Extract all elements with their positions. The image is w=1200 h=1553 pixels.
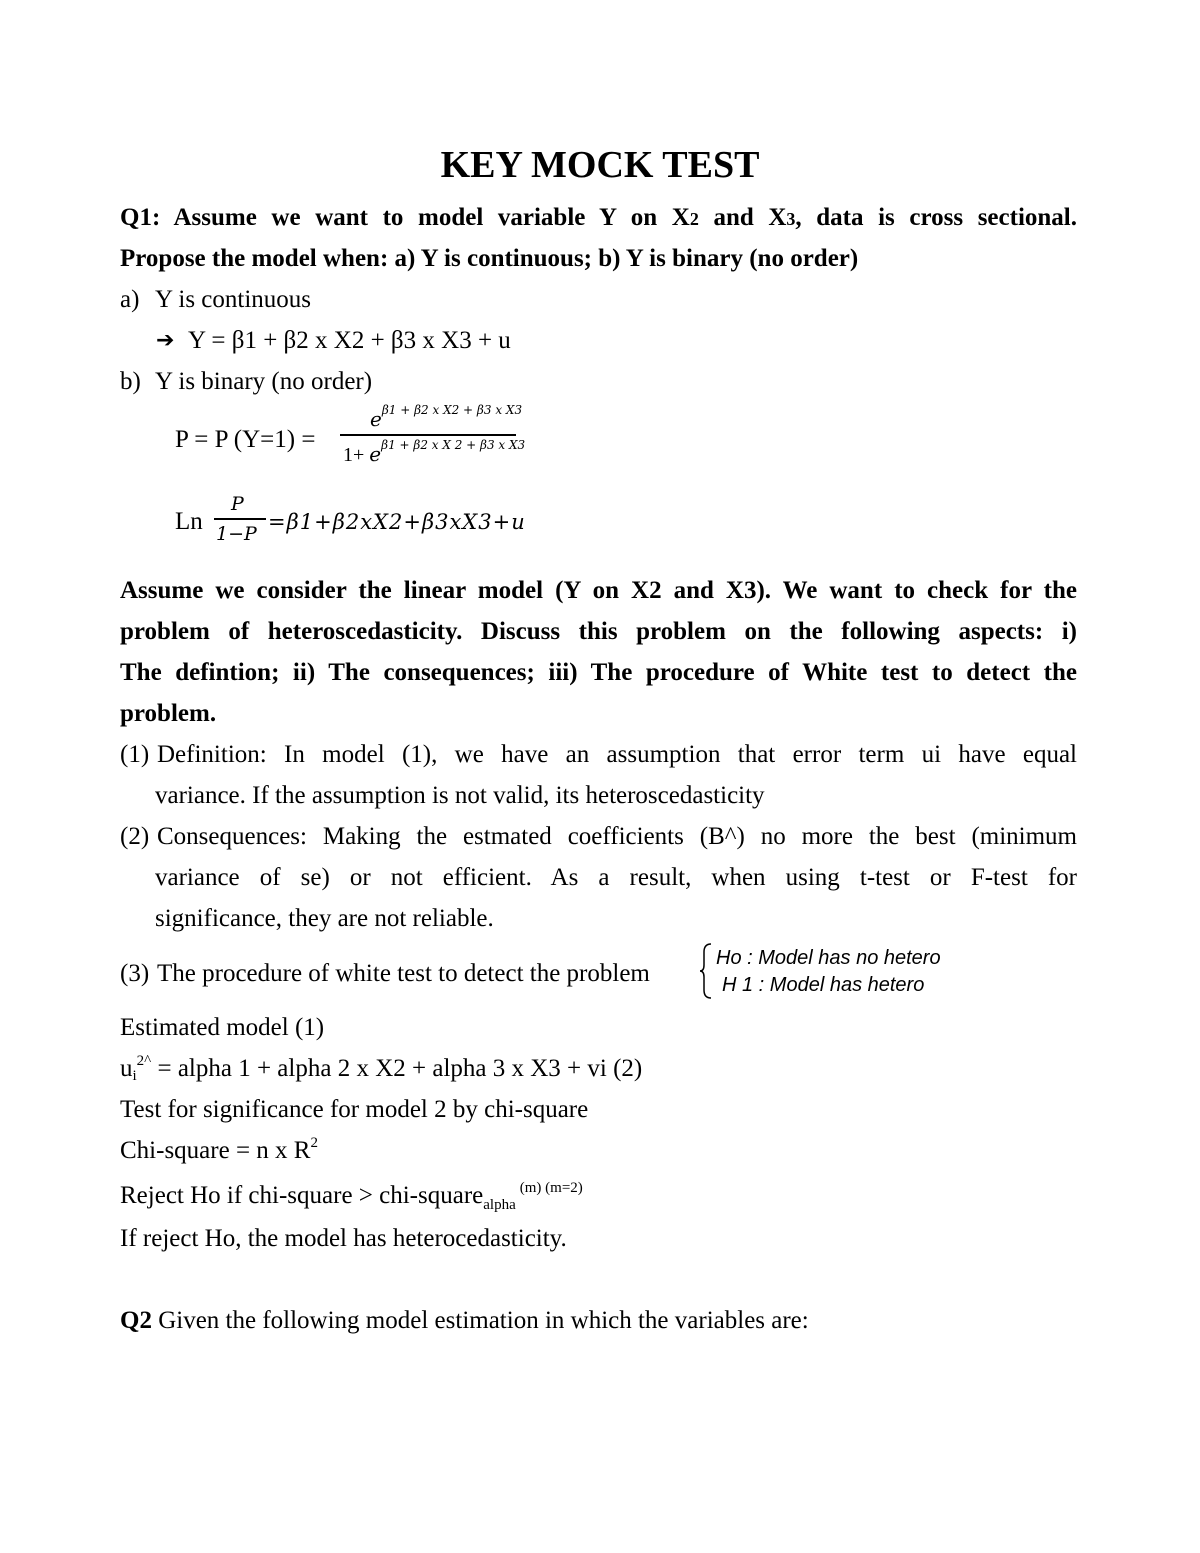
item-1-label: (1) <box>120 741 150 768</box>
null-hypothesis: Ho : Model has no hetero <box>716 947 941 969</box>
logit-denominator: $1+ e^{\beta 1 + \beta 2 x X 2 + \beta 3 x X3}$ <box>343 438 526 466</box>
q1-a-label: a) <box>120 286 140 313</box>
hetero-question-line-1: Assume we consider the linear model (Y on X2 and X3). We want to check for the <box>120 577 1077 604</box>
estimated-model-line: Estimated model (1) <box>120 1014 325 1041</box>
log-odds-denominator: 1−P <box>216 523 257 545</box>
test-significance-line: Test for significance for model 2 by chi-square <box>120 1096 589 1123</box>
hetero-question-line-3: The defintion; ii) The consequences; iii) The procedure of White test to detect the <box>120 659 1077 686</box>
item-1-line-1: Definition: In model (1), we have an assumption that error term ui have equal <box>157 741 1077 768</box>
q1-a-text: Y is continuous <box>155 286 312 313</box>
log-odds-label: Ln <box>175 508 203 535</box>
item-2-line-3: significance, they are not reliable. <box>155 905 494 932</box>
log-odds-rhs: =β1+β2xX2+β3xX3+u <box>268 510 526 534</box>
page-title: KEY MOCK TEST <box>440 144 760 186</box>
item-1-line-2: variance. If the assumption is not valid, its heteroscedasticity <box>155 782 765 809</box>
logit-fraction-bar <box>340 434 516 436</box>
q1-b-label: b) <box>120 368 141 395</box>
q1-question-line-1: Q1: Assume we want to model variable Y on X2 and X3, data is cross sectional. <box>120 204 1077 231</box>
alternative-hypothesis: H 1 : Model has hetero <box>722 974 925 996</box>
chi-square-formula: Chi-square = n x $R^2$ <box>120 1135 318 1164</box>
hetero-question-line-2: problem of heteroscedasticity. Discuss this problem on the following aspects: i) <box>120 618 1077 645</box>
hetero-question-line-4: problem. <box>120 700 217 727</box>
arrow-icon: ➔ <box>156 328 175 353</box>
q2-question: Q2 Given the following model estimation in which the variables are: <box>120 1307 809 1334</box>
item-3-text: The procedure of white test to detect the problem <box>157 960 650 987</box>
log-odds-numerator: P <box>231 493 244 515</box>
item-2-label: (2) <box>120 823 150 850</box>
hypothesis-brace <box>698 942 714 1000</box>
item-2-line-1: Consequences: Making the estmated coefficients (B^) no more the best (minimum <box>157 823 1077 850</box>
item-2-line-2: variance of se) or not efficient. As a result, when using t-test or F-test for <box>155 864 1077 891</box>
item-3-label: (3) <box>120 960 150 987</box>
reject-rule: Reject Ho if chi-square > chi-square$_{alpha}^{(m) (m=2)}$ <box>120 1180 583 1213</box>
log-odds-fraction-bar <box>214 518 266 520</box>
auxiliary-regression: $ui^{2\^{}}$ = alpha 1 + alpha 2 x X2 + alpha 3 x X3 + vi (2) <box>120 1053 643 1084</box>
conclusion-line: If reject Ho, the model has heterocedasticity. <box>120 1225 567 1252</box>
q1-b-text: Y is binary (no order) <box>155 368 373 395</box>
q1-question-line-2: Propose the model when: a) Y is continuous; b) Y is binary (no order) <box>120 245 859 272</box>
q1-a-equation: Y = β1 + β2 x X2 + β3 x X3 + u <box>188 327 511 354</box>
logit-numerator: $e^{\beta 1 + \beta 2 x X2 + \beta 3 x X3}$ <box>370 403 523 431</box>
logit-probability-lhs: P = P (Y=1) = <box>175 426 316 453</box>
